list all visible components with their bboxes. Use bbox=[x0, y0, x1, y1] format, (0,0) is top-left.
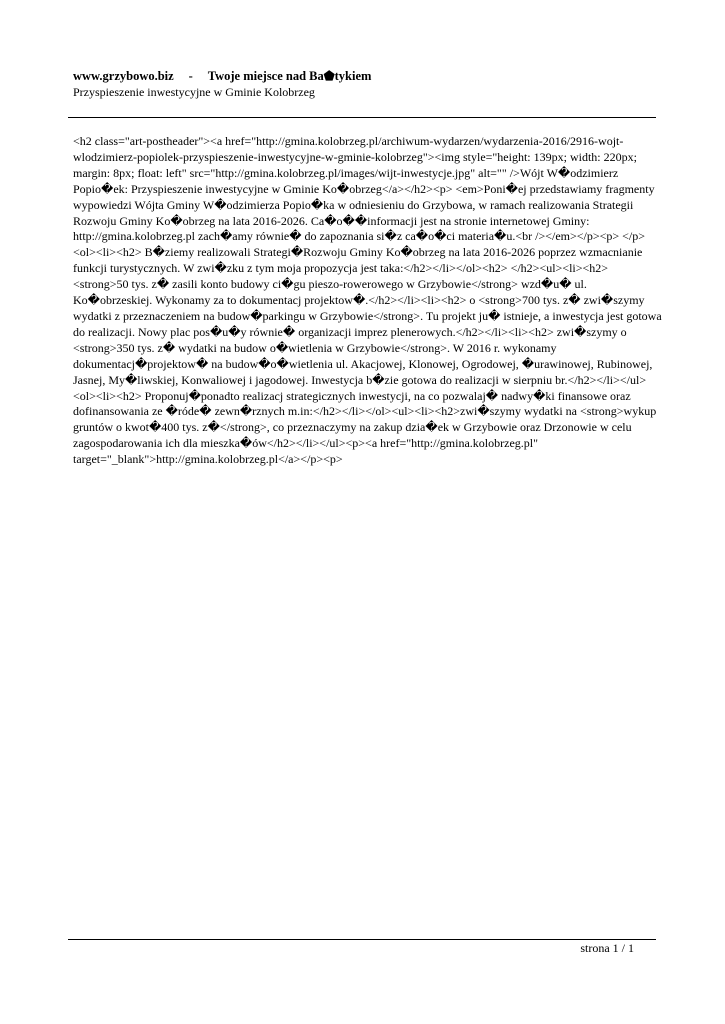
footer-divider bbox=[68, 939, 656, 940]
article-subtitle: Przyspieszenie inwestycyjne w Gminie Kolobrzeg bbox=[73, 85, 315, 99]
header-divider bbox=[68, 117, 656, 118]
article-raw-content: <h2 class="art-postheader"><a href="http://gmina.kolobrzeg.pl/archiwum-wydarzen/wydarzenia-2016/2916-wojt-wlodzimierz-popiolek-przyspieszenie-inwestycyjne-w-gminie-kolobrzeg"><img style="height: 139px; width: 220px; margin: 8px; float: left" src="http://gmina.kolobrzeg.pl/images/wijt-inwestycje.jpg" alt="" />Wójt W�odzimierz Popio�ek: Przyspieszenie inwestycyjne w Gminie Ko�obrzeg</a></h2><p> <em>Poni�ej przedstawiamy fragmenty wypowiedzi Wójta Gminy W�odzimierza Popio�ka w odniesieniu do Grzybowa, w ramach realizowania Strategii Rozwoju Gminy Ko�obrzeg na lata 2016-2026. Ca�o��informacji jest na stronie internetowej Gminy: http://gmina.kolobrzeg.pl zach�amy równie� do zapoznania si�z ca�o�ci materia�u.<br /></em></p><p> </p><ol><li><h2> B�ziemy realizowali Strategi�Rozwoju Gminy Ko�obrzeg na lata 2016-2026 poprzez wzmacnianie funkcji turystycznych. W zwi�zku z tym moja propozycja jest taka:</h2></li></ol><h2> </h2><ul><li><h2> <strong>50 tys. z� zasili konto budowy ci�gu pieszo-rowerowego w Grzybowie</strong> wzd�u� ul. Ko�obrzeskiej. Wykonamy za to dokumentacj projektow�.</h2></li><li><h2> o <strong>700 tys. z� zwi�szymy wydatki z przeznaczeniem na budow�parkingu w Grzybowie</strong>. Tu projekt ju� istnieje, a inwestycja jest gotowa do realizacji. Nowy plac pos�u�y równie� organizacji imprez plenerowych.</h2></li><li><h2> zwi�szymy o <strong>350 tys. z� wydatki na budow o�wietlenia w Grzybowie</strong>. W 2016 r. wykonamy dokumentacj�projektow� na budow�o�wietlenia ul. Akacjowej, Klonowej, Ogrodowej, �urawinowej, Rubinowej, Jasnej, My�liwskiej, Konwaliowej i jagodowej. Inwestycja b�zie gotowa do realizacji w sierpniu br.</h2></li></ul><ol><li><h2> Proponuj�ponadto realizacj strategicznych inwestycji, na co pozwalaj� nadwy�ki finansowe oraz dofinansowania ze �róde� zewn�rznych m.in:</h2></li></ol><ul><li><h2>zwi�szymy wydatki na <strong>wykup gruntów o kwot�400 tys. z�</strong>, co przeznaczymy na zakup dzia�ek w Grzybowie oraz Drzonowie w celu zagospodarowania ich dla mieszka�ów</h2></li></ul><p><a href="http://gmina.kolobrzeg.pl" target="_blank">http://gmina.kolobrzeg.pl</a></p><p> bbox=[73, 134, 662, 467]
page-header bbox=[73, 68, 663, 100]
header-title bbox=[73, 68, 663, 84]
page-number: strona 1 / 1 bbox=[580, 941, 634, 955]
site-tagline: Twoje miejsce nad Ba⬟tykiem bbox=[207, 69, 372, 83]
site-name: www.grzybowo.biz bbox=[73, 69, 174, 83]
header-separator: - bbox=[188, 69, 193, 83]
